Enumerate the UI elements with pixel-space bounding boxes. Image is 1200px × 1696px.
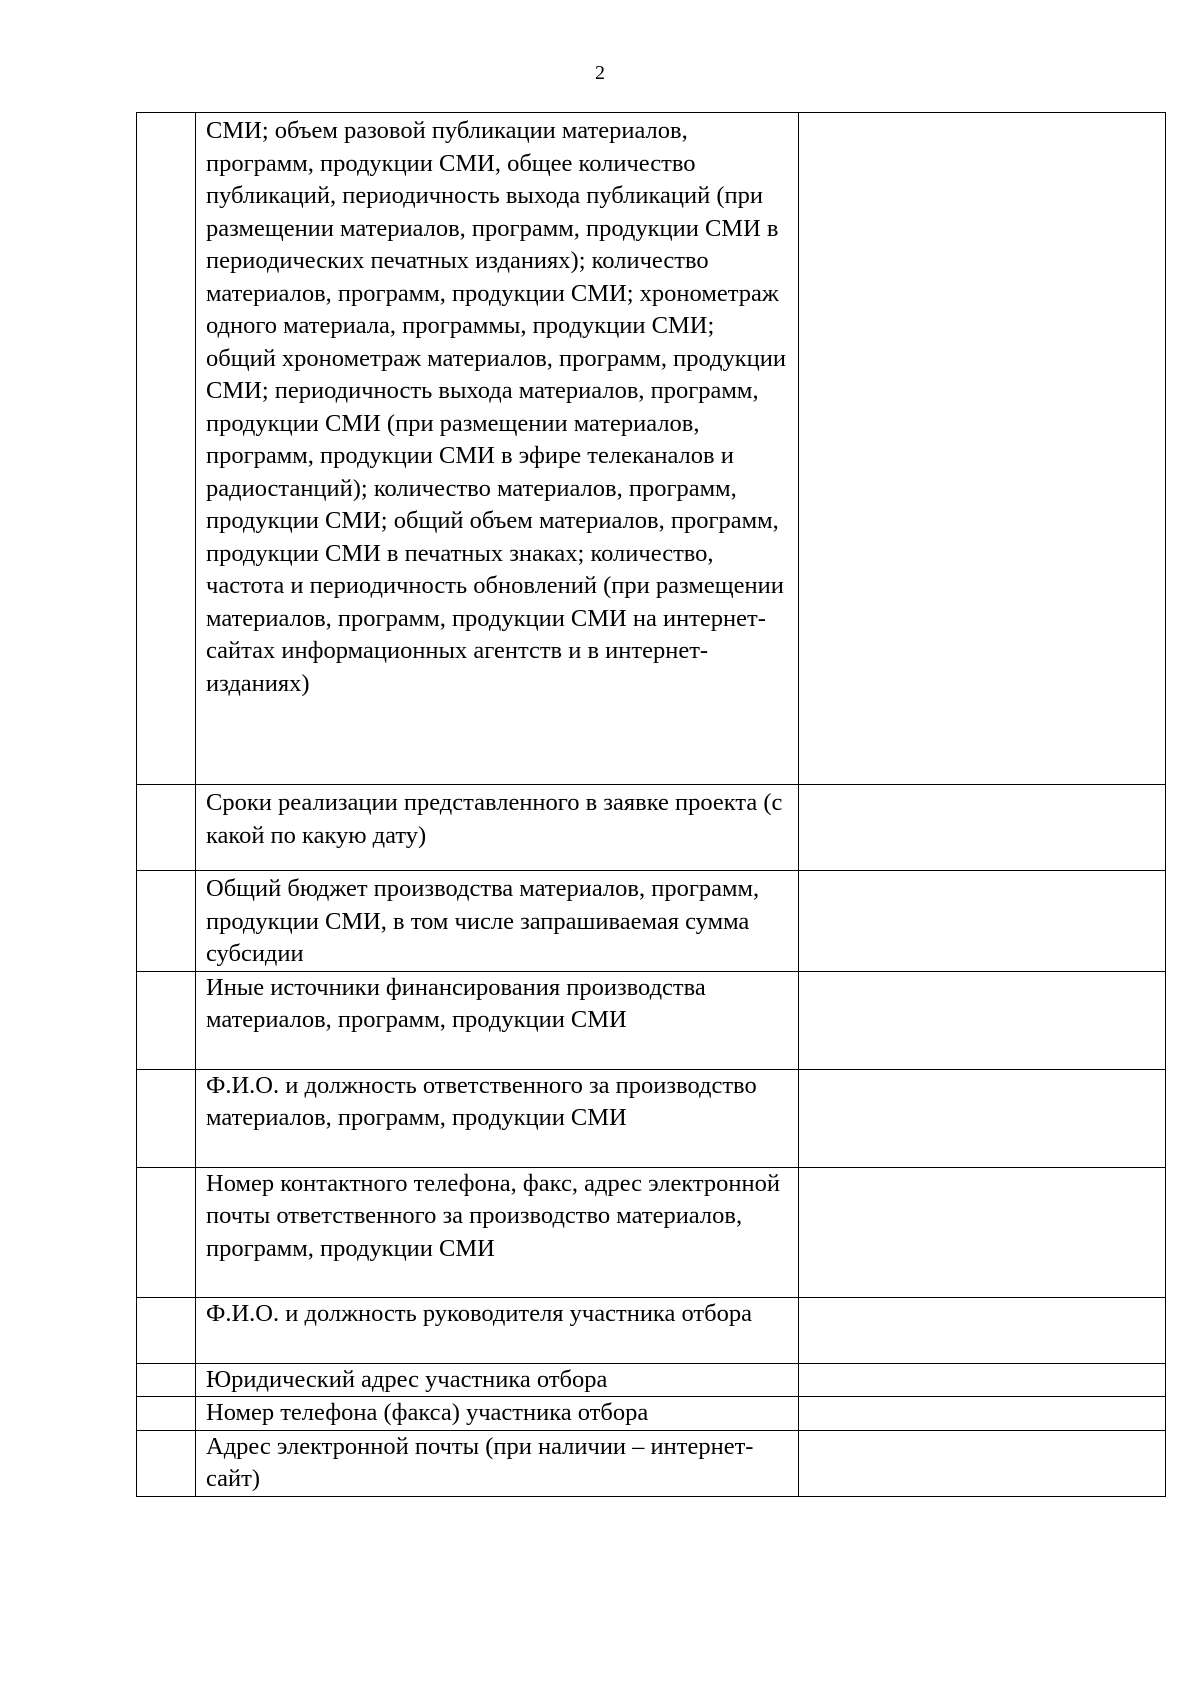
table-row xyxy=(137,871,1166,972)
field-label-cell xyxy=(196,1297,799,1363)
row-number-cell xyxy=(137,1167,196,1297)
field-label: Ф.И.О. и должность ответственного за производство материалов, программ, продукции СМИ xyxy=(206,1071,757,1131)
table-row xyxy=(137,1363,1166,1397)
row-number-cell xyxy=(137,1430,196,1496)
field-label-cell xyxy=(196,871,799,972)
field-value-cell[interactable] xyxy=(799,1430,1166,1496)
field-label-cell xyxy=(196,971,799,1069)
field-label: Адрес электронной почты (при наличии – интернет-сайт) xyxy=(206,1432,754,1492)
field-label-cell xyxy=(196,1430,799,1496)
field-value-cell[interactable] xyxy=(799,1069,1166,1167)
field-label-cell xyxy=(196,1397,799,1431)
row-number-cell xyxy=(137,1363,196,1397)
field-label: Иные источники финансирования производства материалов, программ, продукции СМИ xyxy=(206,973,706,1033)
row-number-cell xyxy=(137,871,196,972)
field-label-cell xyxy=(196,785,799,871)
field-value-cell[interactable] xyxy=(799,871,1166,972)
table-row xyxy=(137,1069,1166,1167)
row-number-cell xyxy=(137,113,196,785)
field-label-cell xyxy=(196,113,799,785)
field-label-cell xyxy=(196,1069,799,1167)
table-row xyxy=(137,1397,1166,1431)
field-value-cell[interactable] xyxy=(799,785,1166,871)
table-row xyxy=(137,971,1166,1069)
field-label: Номер телефона (факса) участника отбора xyxy=(206,1399,649,1426)
field-label-cell xyxy=(196,1363,799,1397)
table-row xyxy=(137,113,1166,785)
row-number-cell xyxy=(137,1397,196,1431)
field-value-cell[interactable] xyxy=(799,1297,1166,1363)
row-number-cell xyxy=(137,1297,196,1363)
field-value-cell[interactable] xyxy=(799,1397,1166,1431)
table-row xyxy=(137,785,1166,871)
field-label: СМИ; объем разовой публикации материалов, программ, продукции СМИ, общее количество публикаций, периодичность выхода публикаций (при размещении материалов, программ, продукции СМИ в периодических печатных изданиях); количество материалов, программ, продукции СМИ; хронометраж одного материала, программы, продукции СМИ; общий хронометраж материалов, программ, продукции СМИ; периодичность выхода материалов, программ, продукции СМИ (при размещении материалов, программ, продукции СМИ в эфире телеканалов и радиостанций); количество материалов, программ, продукции СМИ; общий объем материалов, программ, продукции СМИ в печатных знаках; количество, частота и периодичность обновлений (при размещении материалов, программ, продукции СМИ на интернет-сайтах информационных агентств и в интернет-изданиях) xyxy=(206,117,786,697)
row-number-cell xyxy=(137,971,196,1069)
table-row xyxy=(137,1167,1166,1297)
table-row xyxy=(137,1430,1166,1496)
row-number-cell xyxy=(137,1069,196,1167)
field-value-cell[interactable] xyxy=(799,971,1166,1069)
table-row xyxy=(137,1297,1166,1363)
application-form-table xyxy=(136,112,1166,1497)
row-number-cell xyxy=(137,785,196,871)
field-label: Сроки реализации представленного в заявке проекта (с какой по какую дату) xyxy=(206,789,783,849)
field-label: Ф.И.О. и должность руководителя участника отбора xyxy=(206,1299,752,1327)
field-label: Юридический адрес участника отбора xyxy=(206,1365,608,1393)
page-number: 2 xyxy=(595,62,605,84)
field-value-cell[interactable] xyxy=(799,1363,1166,1397)
field-label: Номер контактного телефона, факс, адрес электронной почты ответственного за производство материалов, программ, продукции СМИ xyxy=(206,1169,781,1262)
field-label-cell xyxy=(196,1167,799,1297)
field-label: Общий бюджет производства материалов, программ, продукции СМИ, в том числе запрашиваемая сумма субсидии xyxy=(206,875,760,967)
field-value-cell[interactable] xyxy=(799,113,1166,785)
field-value-cell[interactable] xyxy=(799,1167,1166,1297)
